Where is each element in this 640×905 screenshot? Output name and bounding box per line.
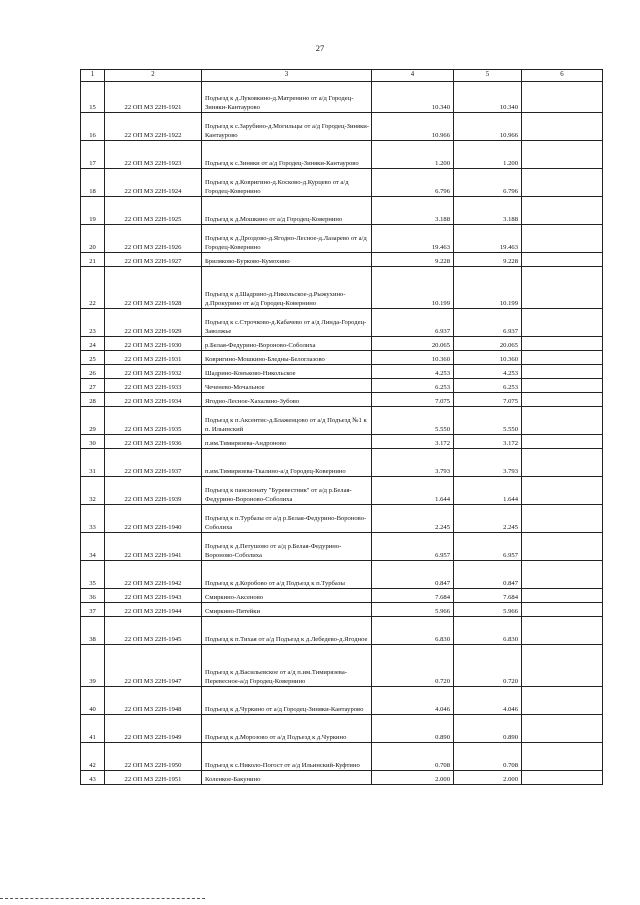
note-cell: [522, 477, 603, 505]
road-name: Шадрино-Конъково-Никольское: [202, 365, 372, 379]
road-code: 22 ОП МЗ 22Н-1933: [105, 379, 202, 393]
table-row: [81, 225, 603, 253]
row-number: 18: [81, 169, 105, 197]
header-cell: 6: [522, 70, 603, 82]
road-code: 22 ОП МЗ 22Н-1935: [105, 407, 202, 435]
road-name: Подъезд к д.Мошкино от а/д Городец-Ковернино: [202, 197, 372, 225]
road-name: Подъезд к д.Васильевское от а/д п.им.Тимирязева-Перевесное-а/д Городец-Ковернино: [202, 645, 372, 687]
road-name: Подъезд к д.Луковкино-д.Матренино от а/д Городец-Зиняки-Кантаурово: [202, 82, 372, 113]
road-code: 22 ОП МЗ 22Н-1936: [105, 435, 202, 449]
road-length: 7.075: [372, 393, 454, 407]
road-name: Подъезд к с.Зарубино-д.Могильцы от а/д Городец-Зиняки-Кантаурово: [202, 113, 372, 141]
road-length: 7.684: [372, 589, 454, 603]
page-number: 27: [315, 43, 325, 53]
road-length: 6.830: [372, 617, 454, 645]
road-name: Подъезд к п.Турбазы от а/д р.Белая-Федурино-Вороново-Соболиха: [202, 505, 372, 533]
road-length: 1.200: [372, 141, 454, 169]
table-row: [81, 533, 603, 561]
table-row: [81, 141, 603, 169]
note-cell: [522, 379, 603, 393]
row-number: 22: [81, 267, 105, 309]
row-number: 26: [81, 365, 105, 379]
road-name: Подъезд к с.Николо-Погост от а/д Ильинский-Куфтино: [202, 743, 372, 771]
table-row: [81, 267, 603, 309]
road-name: Подъезд к с.Зиняки от а/д Городец-Зиняки-Кантаурово: [202, 141, 372, 169]
note-cell: [522, 771, 603, 785]
note-cell: [522, 407, 603, 435]
road-length-total: 0.890: [454, 715, 522, 743]
road-length: 20.065: [372, 337, 454, 351]
row-number: 28: [81, 393, 105, 407]
table-row: [81, 603, 603, 617]
row-number: 32: [81, 477, 105, 505]
table-row: [81, 771, 603, 785]
row-number: 39: [81, 645, 105, 687]
note-cell: [522, 309, 603, 337]
note-cell: [522, 169, 603, 197]
road-length: 2.245: [372, 505, 454, 533]
table-row: [81, 645, 603, 687]
header-cell: 3: [202, 70, 372, 82]
table-row: [81, 82, 603, 113]
road-code: 22 ОП МЗ 22Н-1941: [105, 533, 202, 561]
table-row: [81, 379, 603, 393]
table-row: [81, 365, 603, 379]
road-length: 19.463: [372, 225, 454, 253]
row-number: 34: [81, 533, 105, 561]
note-cell: [522, 603, 603, 617]
table-row: [81, 435, 603, 449]
note-cell: [522, 449, 603, 477]
row-number: 35: [81, 561, 105, 589]
road-length-total: 7.684: [454, 589, 522, 603]
table-row: [81, 589, 603, 603]
table-header-row: [81, 70, 603, 82]
road-name: Подъезд к д.Чуркино от а/д Городец-Зиняки-Кантаурово: [202, 687, 372, 715]
road-length-total: 19.463: [454, 225, 522, 253]
table-row: [81, 617, 603, 645]
road-code: 22 ОП МЗ 22Н-1924: [105, 169, 202, 197]
note-cell: [522, 365, 603, 379]
note-cell: [522, 113, 603, 141]
road-code: 22 ОП МЗ 22Н-1925: [105, 197, 202, 225]
note-cell: [522, 82, 603, 113]
road-code: 22 ОП МЗ 22Н-1939: [105, 477, 202, 505]
road-length: 4.253: [372, 365, 454, 379]
road-length: 2.000: [372, 771, 454, 785]
row-number: 33: [81, 505, 105, 533]
row-number: 16: [81, 113, 105, 141]
road-length-total: 6.253: [454, 379, 522, 393]
road-code: 22 ОП МЗ 22Н-1945: [105, 617, 202, 645]
note-cell: [522, 197, 603, 225]
table-row: [81, 351, 603, 365]
table-row: [81, 113, 603, 141]
note-cell: [522, 505, 603, 533]
table-row: [81, 393, 603, 407]
road-length-total: 0.708: [454, 743, 522, 771]
row-number: 29: [81, 407, 105, 435]
note-cell: [522, 589, 603, 603]
table-row: [81, 197, 603, 225]
road-code: 22 ОП МЗ 22Н-1947: [105, 645, 202, 687]
road-code: 22 ОП МЗ 22Н-1923: [105, 141, 202, 169]
header-cell: 1: [81, 70, 105, 82]
road-name: Подъезд к пансионату "Буревестник" от а/д р.Белая-Федурино-Вороново-Соболиха: [202, 477, 372, 505]
road-code: 22 ОП МЗ 22Н-1937: [105, 449, 202, 477]
road-name: Коленкое-Бакунино: [202, 771, 372, 785]
roads-table: [80, 69, 603, 785]
road-length: 0.708: [372, 743, 454, 771]
road-name: п.им.Тимирязева-Ткалино-а/д Городец-Ковернино: [202, 449, 372, 477]
road-code: 22 ОП МЗ 22Н-1949: [105, 715, 202, 743]
road-name: Подъезд к д.Ковригино-д.Косково-д.Курцево от а/д Городец-Ковернино: [202, 169, 372, 197]
road-name: Подъезд к д.Дроздово-д.Ягодно-Лесное-д.Лазарево от а/д Городец-Ковернино: [202, 225, 372, 253]
road-length: 10.966: [372, 113, 454, 141]
road-length-total: 10.966: [454, 113, 522, 141]
road-length-total: 6.957: [454, 533, 522, 561]
road-length-total: 6.830: [454, 617, 522, 645]
road-length-total: 3.188: [454, 197, 522, 225]
note-cell: [522, 743, 603, 771]
header-cell: 5: [454, 70, 522, 82]
note-cell: [522, 687, 603, 715]
note-cell: [522, 225, 603, 253]
road-code: 22 ОП МЗ 22Н-1944: [105, 603, 202, 617]
road-code: 22 ОП МЗ 22Н-1928: [105, 267, 202, 309]
note-cell: [522, 533, 603, 561]
table-row: [81, 687, 603, 715]
row-number: 40: [81, 687, 105, 715]
road-length-total: 3.172: [454, 435, 522, 449]
road-name: Смиркино-Аксеново: [202, 589, 372, 603]
road-length-total: 10.340: [454, 82, 522, 113]
table-row: [81, 309, 603, 337]
road-name: Ковригино-Мошкино-Бледны-Белоглазово: [202, 351, 372, 365]
road-length: 6.796: [372, 169, 454, 197]
road-name: Чеченево-Мочальное: [202, 379, 372, 393]
note-cell: [522, 267, 603, 309]
road-length-total: 3.793: [454, 449, 522, 477]
note-cell: [522, 435, 603, 449]
note-cell: [522, 645, 603, 687]
road-code: 22 ОП МЗ 22Н-1951: [105, 771, 202, 785]
footer-divider: [0, 898, 205, 899]
road-code: 22 ОП МЗ 22Н-1948: [105, 687, 202, 715]
road-code: 22 ОП МЗ 22Н-1929: [105, 309, 202, 337]
road-length: 3.188: [372, 197, 454, 225]
road-code: 22 ОП МЗ 22Н-1921: [105, 82, 202, 113]
road-length: 6.957: [372, 533, 454, 561]
road-code: 22 ОП МЗ 22Н-1934: [105, 393, 202, 407]
road-length: 5.966: [372, 603, 454, 617]
row-number: 37: [81, 603, 105, 617]
note-cell: [522, 141, 603, 169]
road-code: 22 ОП МЗ 22Н-1927: [105, 253, 202, 267]
road-length: 5.550: [372, 407, 454, 435]
table-row: [81, 477, 603, 505]
row-number: 19: [81, 197, 105, 225]
road-name: Подъезд к д.Петушово от а/д р.Белая-Федурино-Вороново-Соболиха: [202, 533, 372, 561]
road-length-total: 6.937: [454, 309, 522, 337]
row-number: 36: [81, 589, 105, 603]
note-cell: [522, 351, 603, 365]
road-length: 3.793: [372, 449, 454, 477]
road-length: 10.340: [372, 82, 454, 113]
row-number: 15: [81, 82, 105, 113]
table-row: [81, 743, 603, 771]
header-cell: 2: [105, 70, 202, 82]
note-cell: [522, 617, 603, 645]
road-length: 4.046: [372, 687, 454, 715]
road-name: Подъезд к с.Строчково-д.Кабачево от а/д Линда-Городец-Заволжье: [202, 309, 372, 337]
table-row: [81, 449, 603, 477]
road-code: 22 ОП МЗ 22Н-1950: [105, 743, 202, 771]
road-length: 0.847: [372, 561, 454, 589]
road-name: Подъезд к д.Шадрино-д.Никольское-д.Рыжухино-д.Прокурино от а/д Городец-Ковернино: [202, 267, 372, 309]
road-code: 22 ОП МЗ 22Н-1940: [105, 505, 202, 533]
road-length: 6.937: [372, 309, 454, 337]
row-number: 20: [81, 225, 105, 253]
road-name: Бриляково-Бурково-Кумохино: [202, 253, 372, 267]
row-number: 43: [81, 771, 105, 785]
row-number: 38: [81, 617, 105, 645]
row-number: 24: [81, 337, 105, 351]
road-code: 22 ОП МЗ 22Н-1943: [105, 589, 202, 603]
road-name: р.Белая-Федурино-Вороново-Соболиха: [202, 337, 372, 351]
road-code: 22 ОП МЗ 22Н-1942: [105, 561, 202, 589]
road-code: 22 ОП МЗ 22Н-1930: [105, 337, 202, 351]
note-cell: [522, 337, 603, 351]
road-length-total: 10.360: [454, 351, 522, 365]
note-cell: [522, 715, 603, 743]
row-number: 25: [81, 351, 105, 365]
road-name: Подъезд к п.Аксентис-д.Блаженцово от а/д Подъезд №1 к п. Ильинский: [202, 407, 372, 435]
table-row: [81, 715, 603, 743]
road-length-total: 1.644: [454, 477, 522, 505]
row-number: 30: [81, 435, 105, 449]
road-length-total: 0.847: [454, 561, 522, 589]
row-number: 23: [81, 309, 105, 337]
table-row: [81, 169, 603, 197]
road-length: 10.199: [372, 267, 454, 309]
road-length: 10.360: [372, 351, 454, 365]
table-row: [81, 561, 603, 589]
road-length-total: 1.200: [454, 141, 522, 169]
row-number: 42: [81, 743, 105, 771]
road-name: Подъезд к п.Тихая от а/д Подъезд к д.Лебедево-д.Ягодное: [202, 617, 372, 645]
road-name: Смиркино-Пятейки: [202, 603, 372, 617]
road-name: Подъезд к д.Морозово от а/д Подъезд к д.Чуркино: [202, 715, 372, 743]
road-length-total: 6.796: [454, 169, 522, 197]
table-row: [81, 407, 603, 435]
road-length: 3.172: [372, 435, 454, 449]
road-length: 6.253: [372, 379, 454, 393]
row-number: 31: [81, 449, 105, 477]
road-code: 22 ОП МЗ 22Н-1926: [105, 225, 202, 253]
road-length-total: 0.720: [454, 645, 522, 687]
row-number: 41: [81, 715, 105, 743]
row-number: 21: [81, 253, 105, 267]
road-name: Подъезд к д.Коробово от а/д Подъезд к п.Турбазы: [202, 561, 372, 589]
road-length-total: 5.550: [454, 407, 522, 435]
road-length: 1.644: [372, 477, 454, 505]
road-length-total: 4.046: [454, 687, 522, 715]
road-length: 0.890: [372, 715, 454, 743]
table-row: [81, 505, 603, 533]
header-cell: 4: [372, 70, 454, 82]
road-length: 9.228: [372, 253, 454, 267]
row-number: 17: [81, 141, 105, 169]
road-code: 22 ОП МЗ 22Н-1932: [105, 365, 202, 379]
row-number: 27: [81, 379, 105, 393]
road-name: п.им.Тимирязева-Андроново: [202, 435, 372, 449]
road-name: Ягодно-Лесное-Хахалино-Зубово: [202, 393, 372, 407]
road-length-total: 5.966: [454, 603, 522, 617]
note-cell: [522, 253, 603, 267]
note-cell: [522, 393, 603, 407]
road-length-total: 9.228: [454, 253, 522, 267]
road-code: 22 ОП МЗ 22Н-1931: [105, 351, 202, 365]
road-length-total: 20.065: [454, 337, 522, 351]
table-row: [81, 337, 603, 351]
note-cell: [522, 561, 603, 589]
road-length-total: 7.075: [454, 393, 522, 407]
road-length-total: 10.199: [454, 267, 522, 309]
road-code: 22 ОП МЗ 22Н-1922: [105, 113, 202, 141]
road-length-total: 4.253: [454, 365, 522, 379]
road-length: 0.720: [372, 645, 454, 687]
table-row: [81, 253, 603, 267]
road-length-total: 2.000: [454, 771, 522, 785]
road-length-total: 2.245: [454, 505, 522, 533]
